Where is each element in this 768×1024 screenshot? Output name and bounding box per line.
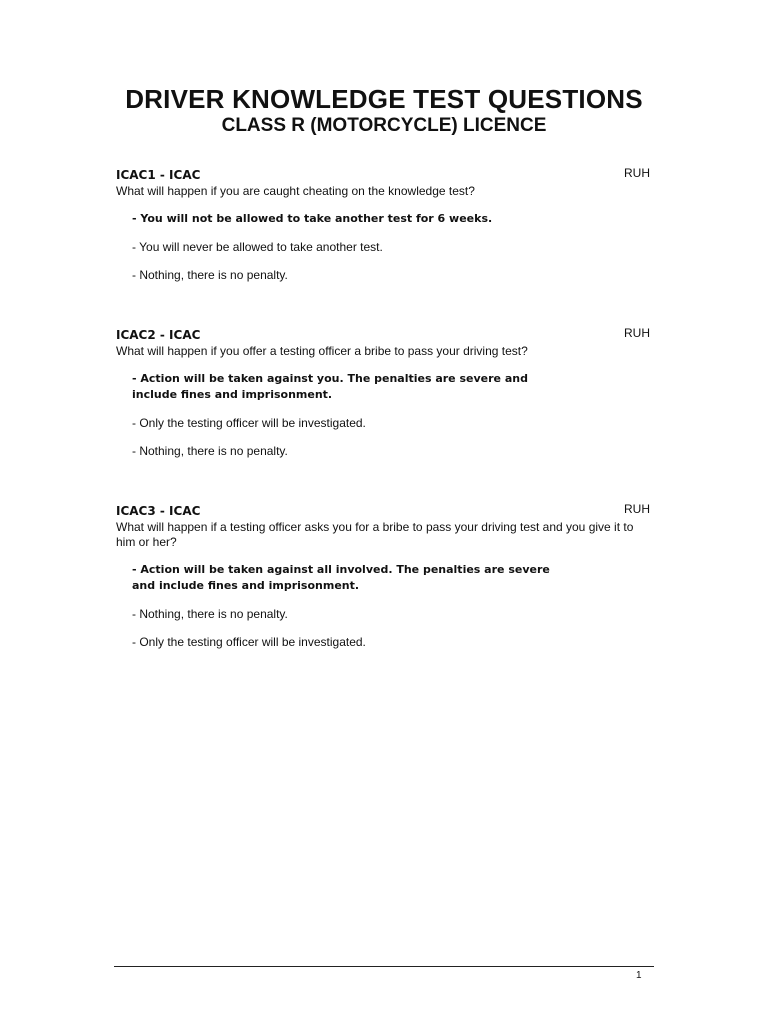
answer-option: - Only the testing officer will be investigated.	[132, 635, 366, 649]
question-code: ICAC2 - ICAC	[116, 328, 201, 342]
question-tag: RUH	[624, 502, 650, 516]
correct-answer: - You will not be allowed to take another test for 6 weeks.	[132, 212, 493, 225]
question-header	[116, 328, 652, 344]
answer-option: - Only the testing officer will be investigated.	[132, 416, 366, 430]
question-block-2	[116, 328, 652, 472]
question-tag: RUH	[624, 326, 650, 340]
answer-list	[132, 211, 652, 283]
answer-option: - Nothing, there is no penalty.	[132, 268, 288, 282]
question-block-3	[116, 504, 652, 663]
question-code: ICAC1 - ICAC	[116, 168, 201, 182]
answer-option: - You will never be allowed to take another test.	[132, 240, 383, 254]
question-tag: RUH	[624, 166, 650, 180]
question-header	[116, 504, 652, 520]
question-block-1	[116, 168, 652, 296]
question-text: What will happen if a testing officer asks you for a bribe to pass your driving test and you give it to him or her?	[116, 520, 634, 549]
question-header	[116, 168, 652, 184]
question-text: What will happen if you are caught cheating on the knowledge test?	[116, 184, 475, 198]
answer-option: - Nothing, there is no penalty.	[132, 607, 288, 621]
footer-divider	[114, 966, 654, 967]
page-title: DRIVER KNOWLEDGE TEST QUESTIONS	[125, 84, 643, 114]
question-code: ICAC3 - ICAC	[116, 504, 201, 518]
page-number: 1	[636, 970, 642, 981]
correct-answer: - Action will be taken against you. The penalties are severe and include fines and imprisonment.	[132, 372, 528, 401]
question-text: What will happen if you offer a testing officer a bribe to pass your driving test?	[116, 344, 528, 358]
answer-list	[132, 371, 652, 459]
correct-answer: - Action will be taken against all involved. The penalties are severe and include fines and imprisonment.	[132, 563, 550, 592]
page-subtitle: CLASS R (MOTORCYCLE) LICENCE	[221, 115, 547, 136]
answer-list	[132, 562, 652, 650]
answer-option: - Nothing, there is no penalty.	[132, 444, 288, 458]
